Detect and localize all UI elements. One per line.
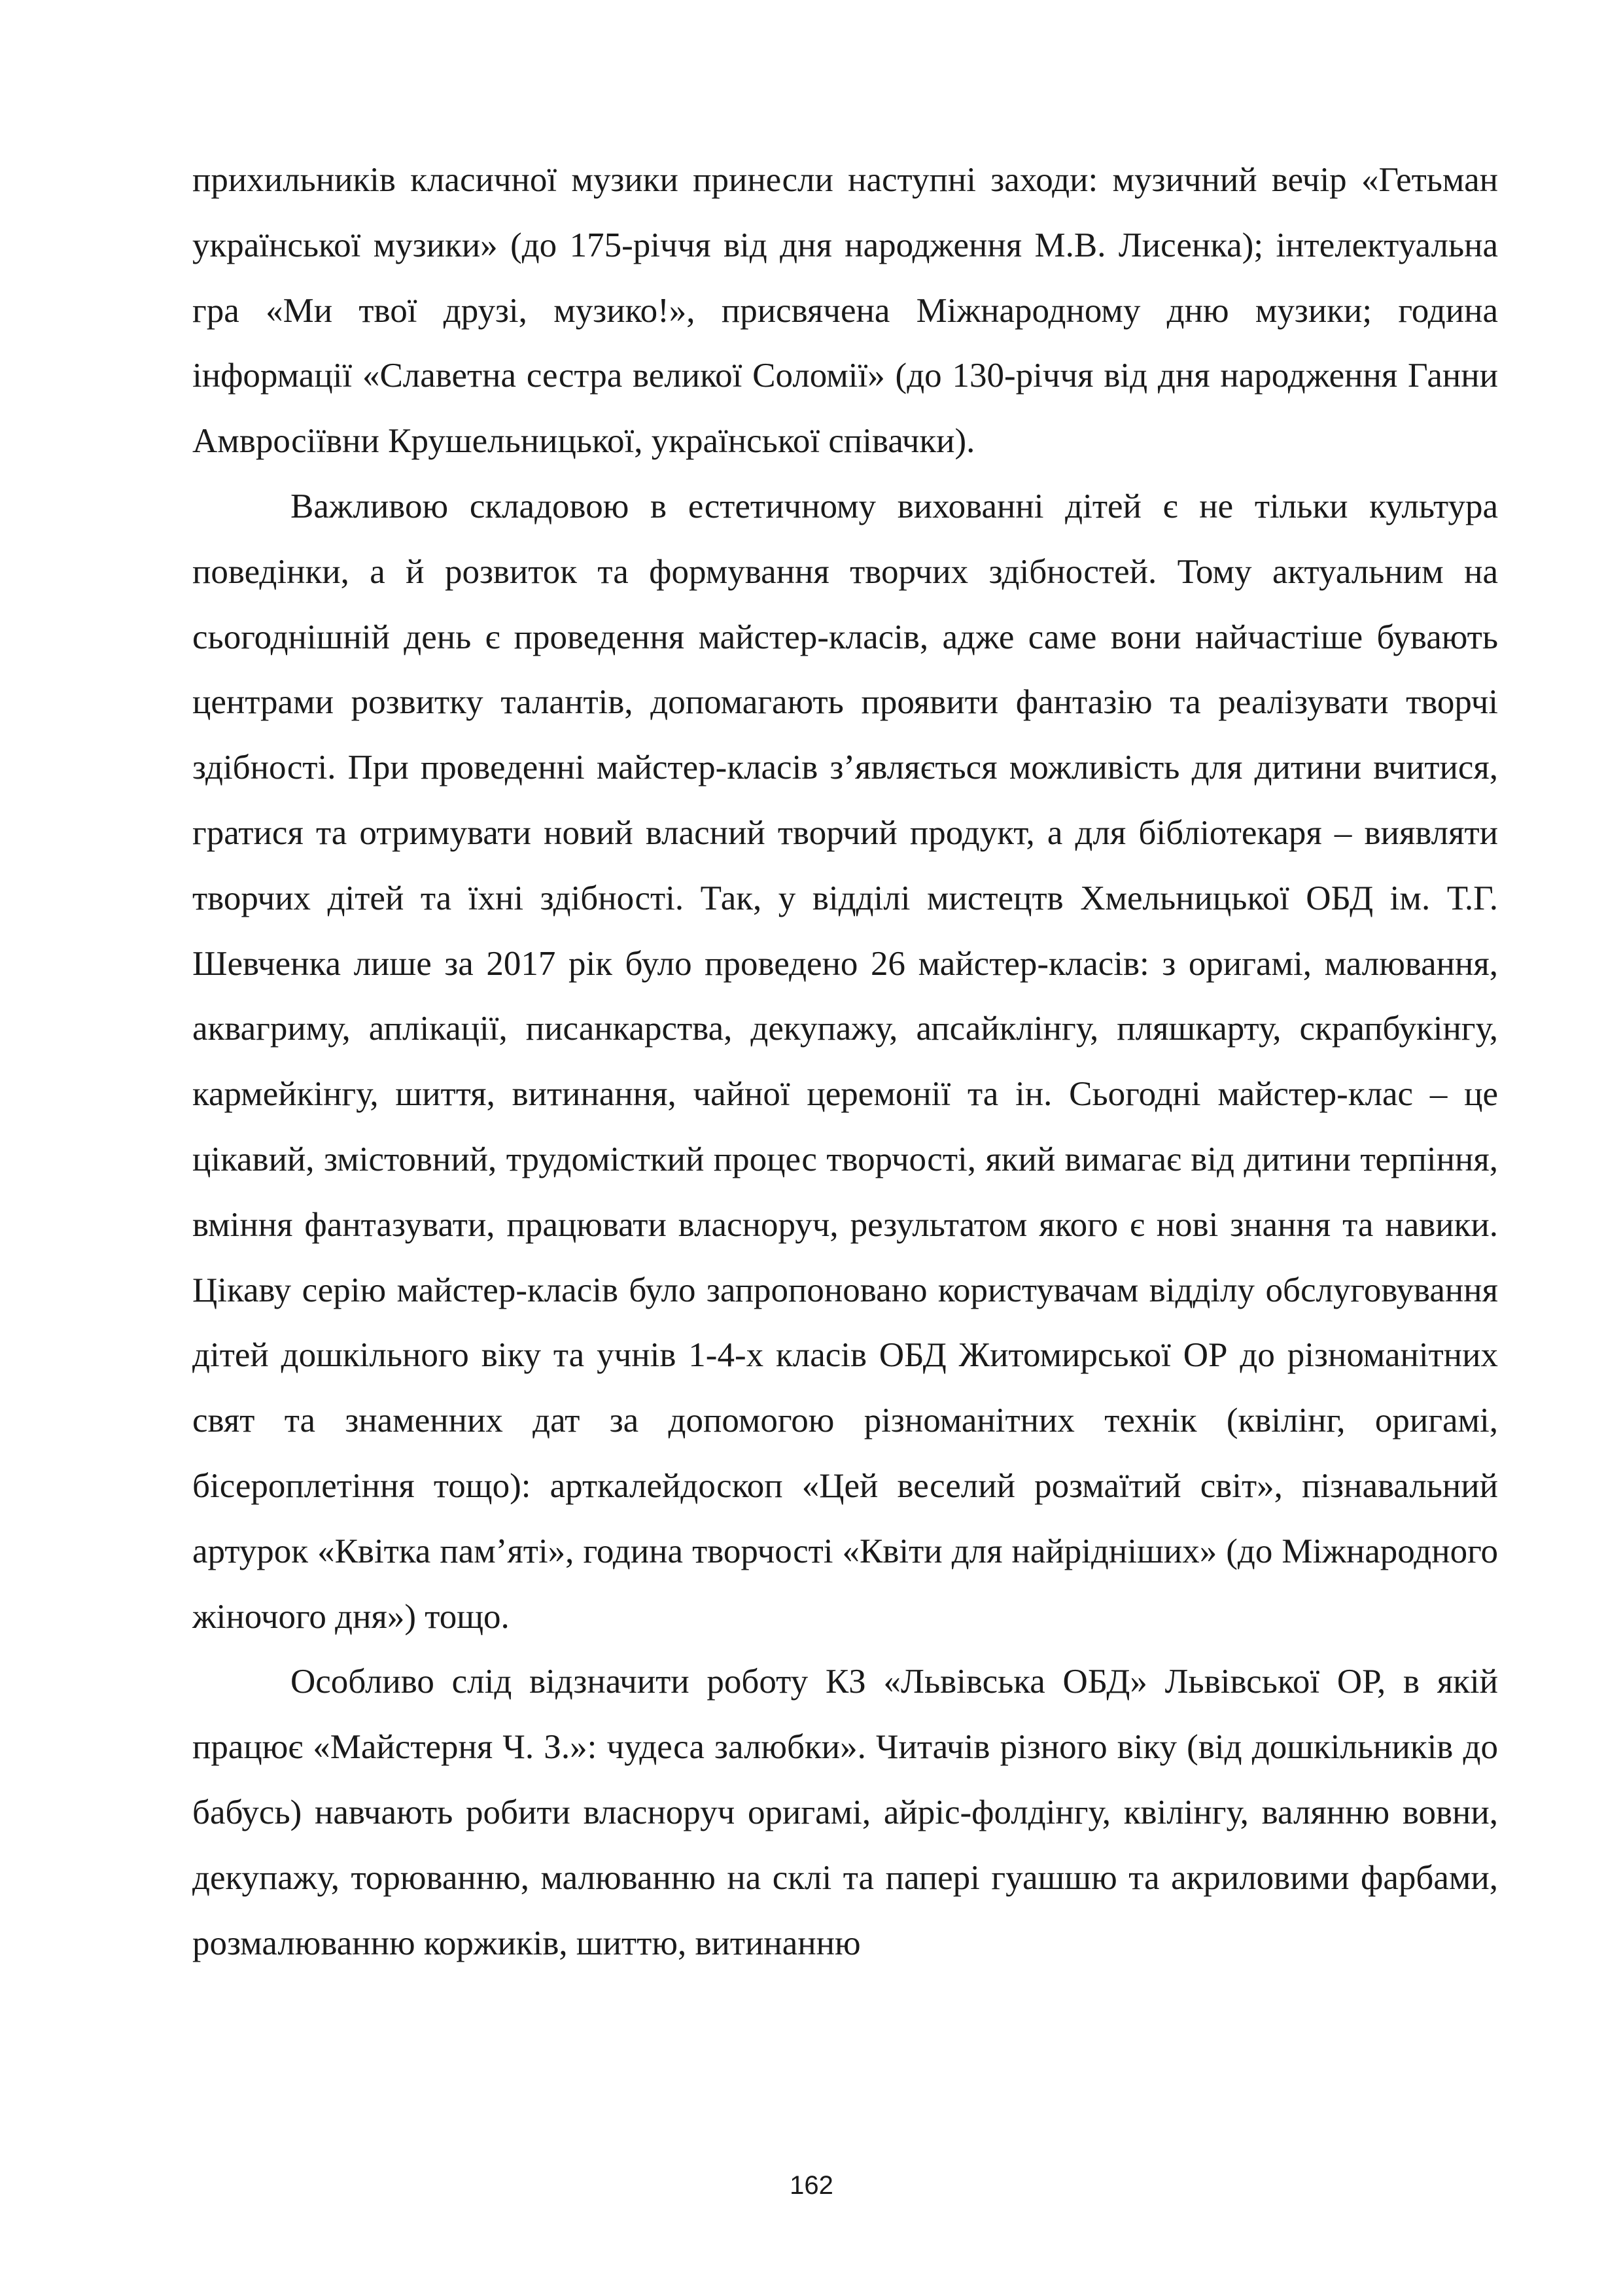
paragraph-lviv-workshop: Особливо слід відзначити роботу КЗ «Львівська ОБД» Львівської ОР, в якій працює «Майстерня Ч. З.»: чудеса залюбки». Читачів різного віку (від дошкільників до бабусь) навчають робити власноруч оригамі, айріс-фолдінгу, квілінгу, валянню вовни, декупажу, торюванню, малюванню на склі та папері гуашшю та акриловими фарбами, розмалюванню коржиків, шиттю, витинанню xyxy=(192,1663,1498,1962)
paragraph-master-classes: Важливою складовою в естетичному вихованні дітей є не тільки культура поведінки, а й розвиток та формування творчих здібностей. Тому актуальним на сьогоднішній день є проведення майстер-класів, адже саме вони найчастіше бувають центрами розвитку талантів, допомагають проявити фантазію та реалізувати творчі здібності. При проведенні майстер-класів з’являється можливість для дитини вчитися, гратися та отримувати новий власний творчий продукт, а для бібліотекаря – виявляти творчих дітей та їхні здібності. Так, у відділі мистецтв Хмельницької ОБД ім. Т.Г. Шевченка лише за 2017 рік було проведено 26 майстер-класів: з оригамі, малювання, аквагриму, аплікації, писанкарства, декупажу, апсайклінгу, пляшкарту, скрапбукінгу, кармейкінгу, шиття, витинання, чайної церемонії та ін. Сьогодні майстер-клас – це цікавий, змістовний, трудомісткий процес творчості, який вимагає від дитини терпіння, вміння фантазувати, працювати власноруч, результатом якого є нові знання та навики. Цікаву серію майстер-класів було запропоновано користувачам відділу обслуговування дітей дошкільного віку та учнів 1-4-х класів ОБД Житомирської ОР до різноманітних свят та знаменних дат за допомогою різноманітних технік (квілінг, оригамі, бісероплетіння тощо): арткалейдоскоп «Цей веселий розмаїтий світ», пізнавальний артурок «Квітка пам’яті», година творчості «Квіти для найрідніших» (до Міжнародного жіночого дня») тощо. xyxy=(192,487,1498,1636)
body-text xyxy=(192,148,1498,1976)
page-number: 162 xyxy=(790,2171,833,2200)
paragraph-continuation: прихильників класичної музики принесли наступні заходи: музичний вечір «Гетьман української музики» (до 175-річчя від дня народження М.В. Лисенка); інтелектуальна гра «Ми твої друзі, музико!», присвячена Міжнародному дню музики; година інформації «Славетна сестра великої Соломії» (до 130-річчя від дня народження Ганни Амвросіївни Крушельницької, української співачки). xyxy=(192,161,1498,461)
